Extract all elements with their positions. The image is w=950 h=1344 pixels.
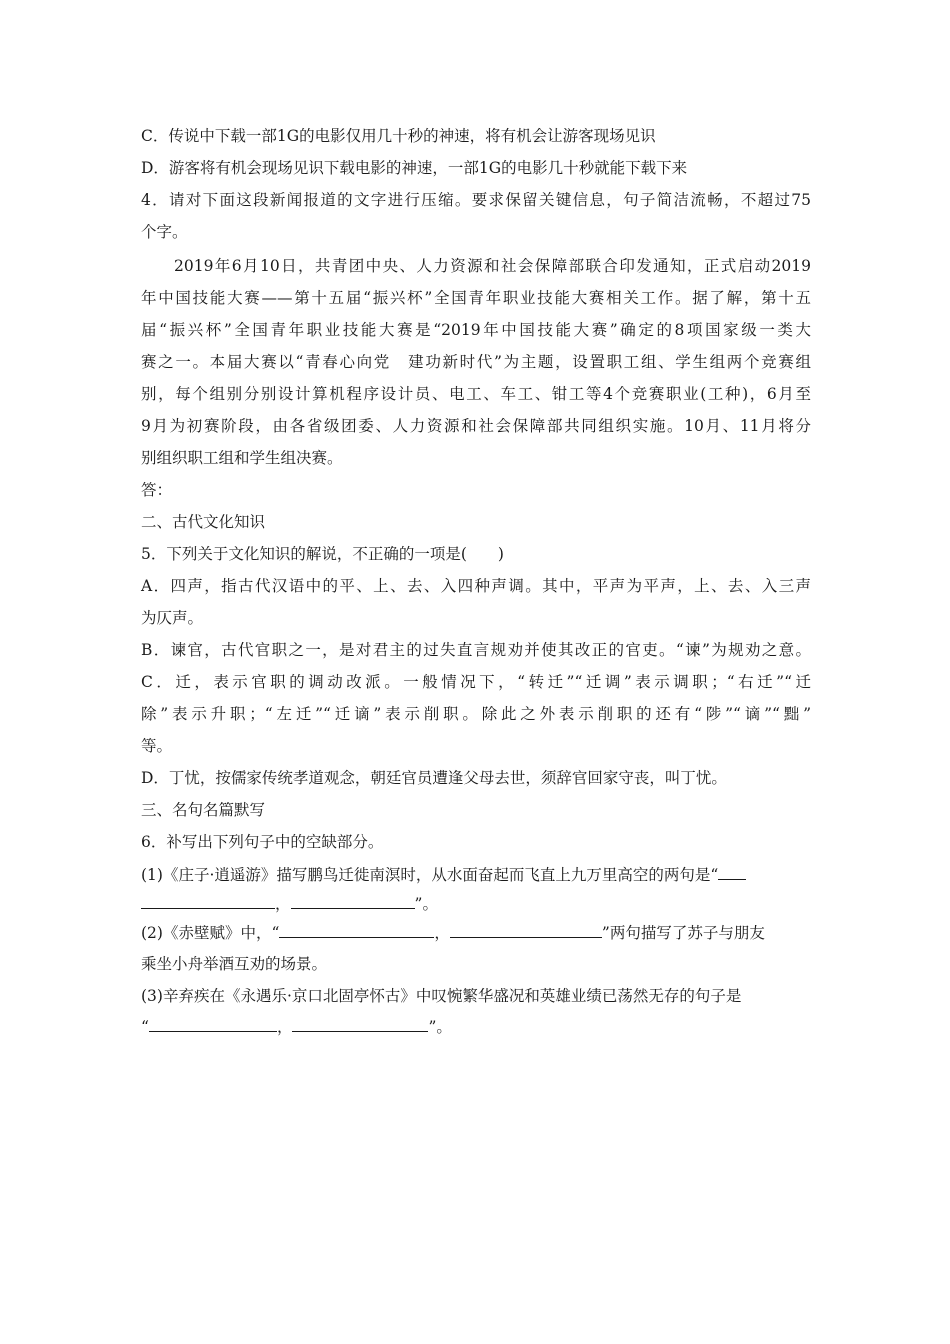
option-d-line: D．丁忧，按儒家传统孝道观念，朝廷官员遭逢父母去世，须辞官回家守丧，叫丁忧。 [141, 769, 727, 787]
sub-question-3-line-2 [141, 1016, 452, 1037]
news-paragraph-line-5: 别，每个组别分别设计算机程序设计员、电工、车工、钳工等4个竞赛职业(工种)，6月至 [141, 385, 811, 403]
comma: ， [275, 895, 291, 913]
news-paragraph-line-2: 年中国技能大赛——第十五届“振兴杯”全国青年职业技能大赛相关工作。据了解，第十五 [141, 289, 811, 307]
news-paragraph-line-1: 2019年6月10日，共青团中央、人力资源和社会保障部联合印发通知，正式启动2019 [174, 257, 811, 275]
option-c-line-1: C．迁，表示官职的调动改派。一般情况下，“转迁”“迁调”表示调职；“右迁”“迁 [141, 673, 811, 691]
question-4-line-1: 4．请对下面这段新闻报道的文字进行压缩。要求保留关键信息，句子简洁流畅，不超过75 [141, 191, 811, 209]
sub-question-1-line-1 [141, 864, 746, 885]
answer-blank[interactable] [149, 1016, 277, 1032]
answer-blank[interactable] [718, 864, 746, 880]
news-paragraph-line-3: 届“振兴杯”全国青年职业技能大赛是“2019年中国技能大赛”确定的8项国家级一类大 [141, 321, 811, 339]
question-5: 5．下列关于文化知识的解说，不正确的一项是( ) [141, 545, 504, 563]
question-4-line-2: 个字。 [141, 223, 188, 241]
section-3-heading: 三、名句名篇默写 [141, 801, 266, 819]
question-6: 6．补写出下列句子中的空缺部分。 [141, 833, 384, 851]
sub-question-2-text: (2)《赤壁赋》中，“ [141, 924, 280, 942]
option-c-line-2: 除”表示升职；“左迁”“迁谪”表示削职。除此之外表示削职的还有“陟”“谪”“黜” [141, 705, 811, 723]
news-paragraph-line-6: 9月为初赛阶段，由各省级团委、人力资源和社会保障部共同组织实施。10月、11月将分 [141, 417, 811, 435]
option-a-line-2: 为仄声。 [141, 609, 204, 627]
answer-blank[interactable] [450, 922, 602, 938]
comma: ， [276, 1018, 293, 1036]
option-a-line-1: A．四声，指古代汉语中的平、上、去、入四种声调。其中，平声为平声，上、去、入三声 [141, 577, 811, 595]
sub-question-1-text: (1)《庄子·逍遥游》描写鹏鸟迁徙南溟时，从水面奋起而飞直上九万里高空的两句是“ [141, 866, 719, 884]
closing-quote: ”。 [428, 1018, 452, 1036]
option-d-text: D．游客将有机会现场见识下载电影的神速，一部1G的电影几十秒就能下载下来 [141, 159, 688, 177]
sub-question-2-text-tail: ”两句描写了苏子与朋友 [601, 924, 765, 942]
news-paragraph-line-7: 别组织职工组和学生组决赛。 [141, 449, 343, 467]
answer-blank[interactable] [141, 893, 275, 909]
sub-question-2-line-2: 乘坐小舟举酒互劝的场景。 [141, 955, 328, 973]
answer-blank[interactable] [292, 1016, 428, 1032]
option-b-text: B．谏官，古代官职之一，是对君主的过失直言规劝并使其改正的官吏。“谏”为规劝之意。 [141, 641, 811, 659]
opening-quote: “ [141, 1018, 149, 1036]
sub-question-3-line-1: (3)辛弃疾在《永遇乐·京口北固亭怀古》中叹惋繁华盛况和英雄业绩已荡然无存的句子是 [141, 987, 742, 1005]
answer-label: 答： [141, 481, 173, 499]
option-c-line-3: 等。 [141, 737, 173, 755]
closing-quote: ”。 [414, 895, 438, 913]
answer-blank[interactable] [291, 893, 415, 909]
answer-blank[interactable] [279, 922, 434, 938]
section-2-heading: 二、古代文化知识 [141, 513, 266, 531]
news-paragraph-line-4: 赛之一。本届大赛以“青春心向党 建功新时代”为主题，设置职工组、学生组两个竞赛组 [141, 353, 811, 371]
comma: ， [434, 924, 450, 942]
option-c-text: C．传说中下载一部1G的电影仅用几十秒的神速，将有机会让游客现场见识 [141, 127, 656, 145]
sub-question-2-line-1 [141, 922, 765, 943]
sub-question-1-line-2 [141, 893, 438, 914]
